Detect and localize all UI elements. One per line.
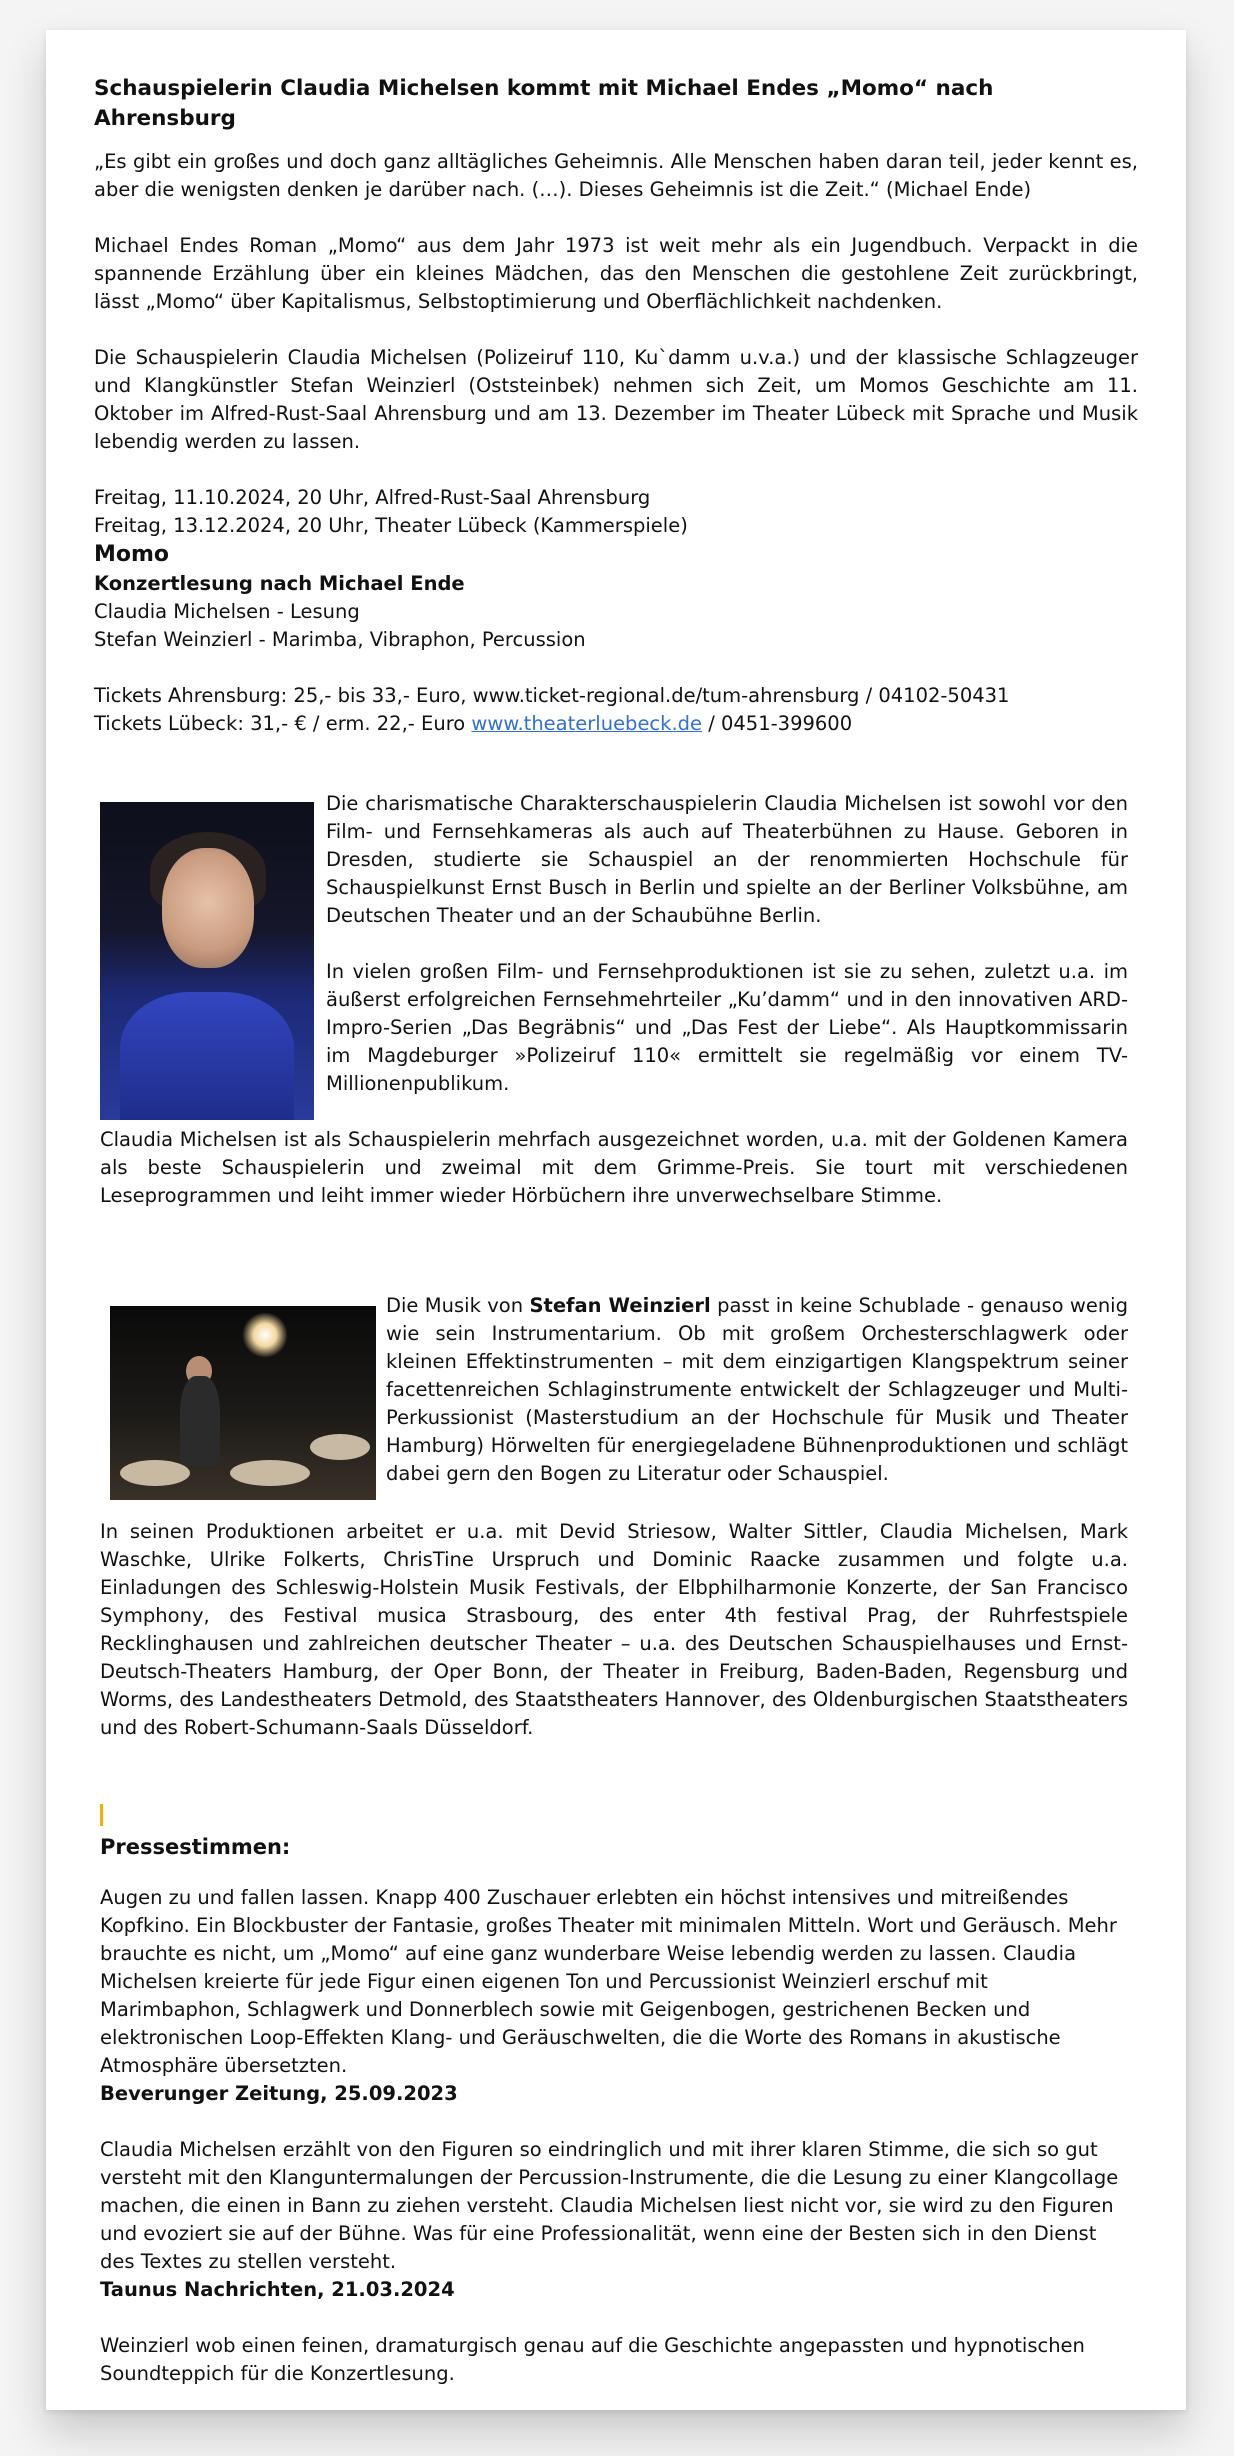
event-date-ahrensburg: Freitag, 11.10.2024, 20 Uhr, Alfred-Rust-Saal Ahrensburg (94, 486, 651, 509)
document-page (46, 30, 1186, 2410)
event-name: Momo (94, 542, 170, 567)
performer-michelsen: Claudia Michelsen - Lesung (94, 600, 360, 623)
weinzierl-photo (110, 1306, 376, 1500)
performer-weinzierl: Stefan Weinzierl - Marimba, Vibraphon, Percussion (94, 628, 586, 651)
michelsen-bio-1: Die charismatische Charakterschauspielerin Claudia Michelsen ist sowohl vor den Film- und Fernsehkameras als auch auf Theaterbühnen zu Hause. Geboren in Dresden, studierte sie Schauspiel an der renommierten Hochschule für Schauspielkunst Ernst Busch in Berlin und spielte an der Berliner Volksbühne, am Deutschen Theater und an der Schaubühne Berlin. (326, 792, 1128, 927)
tickets-ahrensburg: Tickets Ahrensburg: 25,- bis 33,- Euro, www.ticket-regional.de/tum-ahrensburg / 04102-50431 (94, 684, 1010, 707)
ende-quote: „Es gibt ein großes und doch ganz alltägliches Geheimnis. Alle Menschen haben daran teil, jeder kennt es, aber die wenigsten denken je darüber nach. (…). Dieses Geheimnis ist die Zeit.“ (Michael Ende) (94, 150, 1138, 201)
press-section (100, 1804, 1128, 2388)
weinzierl-bio-1-prefix: Die Musik von (386, 1294, 530, 1317)
michelsen-section (100, 790, 1128, 1210)
michelsen-photo (100, 802, 314, 1120)
press-quote-3: Weinzierl wob einen feinen, dramaturgisch genau auf die Geschichte angepassten und hypnotischen Soundteppich für die Konzertlesung. (100, 2334, 1085, 2385)
tickets-luebeck (94, 710, 1138, 738)
press-source-1: Beverunger Zeitung, 25.09.2023 (100, 2082, 458, 2105)
intro-paragraph: Michael Endes Roman „Momo“ aus dem Jahr 1973 ist weit mehr als ein Jugendbuch. Verpackt in die spannende Erzählung über ein kleines Mädchen, das den Menschen die gestohlene Zeit zurückbringt, lässt „Momo“ über Kapitalismus, Selbstoptimierung und Oberflächlichkeit nachdenken. (94, 234, 1138, 313)
article-title: Schauspielerin Claudia Michelsen kommt mit Michael Endes „Momo“ nach Ahrensburg (94, 76, 994, 131)
accent-bar (100, 1804, 103, 1826)
weinzierl-bio-2: In seinen Produktionen arbeitet er u.a. mit Devid Striesow, Walter Sittler, Claudia Michelsen, Mark Waschke, Ulrike Folkerts, ChrisTine Urspruch und Dominic Raacke zusammen und folgte u.a. Einladungen des Schleswig-Holstein Musik Festivals, der Elbphilharmonie Konzerte, der San Francisco Symphony, des Festival musica Strasbourg, des enter 4th festival Prag, der Ruhrfestspiele Recklinghausen und zahlreichen deutscher Theater – u.a. des Deutschen Schauspielhauses und Ernst-Deutsch-Theaters Hamburg, der Oper Bonn, der Theater in Freiburg, Baden-Baden, Regensburg und Worms, des Landestheaters Detmold, des Staatstheaters Hannover, des Oldenburgischen Staatstheaters und des Robert-Schumann-Saals Düsseldorf. (100, 1520, 1128, 1739)
weinzierl-section (100, 1292, 1128, 1742)
tickets-luebeck-suffix: / 0451-399600 (702, 712, 853, 735)
weinzierl-bio-1-rest: passt in keine Schublade - genauso wenig wie sein Instrumentarium. Ob mit großem Orchesterschlagwerk oder kleinen Effektinstrumenten – mit dem einzigartigen Klangspektrum seiner facettenreichen Schlaginstrumente entwickelt der Schlagzeuger und Multi-Perkussionist (Masterstudium an der Hochschule für Musik und Theater Hamburg) Hörwelten für energiegeladene Bühnenproduktionen und schlägt dabei gern den Bogen zu Literatur oder Schauspiel. (386, 1294, 1128, 1485)
event-date-luebeck: Freitag, 13.12.2024, 20 Uhr, Theater Lübeck (Kammerspiele) (94, 514, 688, 537)
press-source-2: Taunus Nachrichten, 21.03.2024 (100, 2278, 455, 2301)
intro-section (94, 74, 1138, 738)
michelsen-bio-2: In vielen großen Film- und Fernsehproduktionen ist sie zu sehen, zuletzt u.a. im äußerst erfolgreichen Fernsehmehrteiler „Ku’damm“ und in den innovativen ARD-Impro-Serien „Das Begräbnis“ und „Das Fest der Liebe“. Als Hauptkommissarin im Magdeburger »Polizeiruf 110« ermittelt sie regelmäßig vor einem TV-Millionenpublikum. (326, 960, 1128, 1095)
press-quote-1: Augen zu und fallen lassen. Knapp 400 Zuschauer erlebten ein höchst intensives und mitreißendes Kopfkino. Ein Blockbuster der Fantasie, großes Theater mit minimalen Mitteln. Wort und Geräusch. Mehr brauchte es nicht, um „Momo“ auf eine ganz wunderbare Weise lebendig werden zu lassen. Claudia Michelsen kreierte für jede Figur einen eigenen Ton und Percussionist Weinzierl erschuf mit Marimbaphon, Schlagwerk und Donnerblech sowie mit Geigenbogen, gestrichenen Becken und elektronischen Loop-Effekten Klang- und Geräuschwelten, die die Worte des Romans in akustische Atmosphäre übersetzten. (100, 1886, 1117, 2077)
event-paragraph: Die Schauspielerin Claudia Michelsen (Polizeiruf 110, Ku`damm u.v.a.) und der klassische Schlagzeuger und Klangkünstler Stefan Weinzierl (Oststeinbek) nehmen sich Zeit, um Momos Geschichte am 11. Oktober im Alfred-Rust-Saal Ahrensburg und am 13. Dezember im Theater Lübeck mit Sprache und Musik lebendig werden zu lassen. (94, 346, 1138, 453)
michelsen-bio-3: Claudia Michelsen ist als Schauspielerin mehrfach ausgezeichnet worden, u.a. mit der Goldenen Kamera als beste Schauspielerin und zweimal mit dem Grimme-Preis. Sie tourt mit verschiedenen Leseprogrammen und leiht immer wieder Hörbüchern ihre unverwechselbare Stimme. (100, 1128, 1128, 1207)
weinzierl-name: Stefan Weinzierl (529, 1294, 711, 1317)
press-quote-2: Claudia Michelsen erzählt von den Figuren so eindringlich und mit ihrer klaren Stimme, die sich so gut versteht mit den Klanguntermalungen der Percussion-Instrumente, die die Lesung zu einer Klangcollage machen, die einen in Bann zu ziehen versteht. Claudia Michelsen liest nicht vor, sie wird zu den Figuren und evoziert sie auf der Bühne. Was für eine Professionalität, wenn eine der Besten sich in den Dienst des Textes zu stellen versteht. (100, 2138, 1119, 2273)
tickets-luebeck-prefix: Tickets Lübeck: 31,- € / erm. 22,- Euro (94, 712, 472, 735)
theater-luebeck-link[interactable]: www.theaterluebeck.de (471, 712, 703, 735)
event-subtitle: Konzertlesung nach Michael Ende (94, 572, 465, 595)
press-heading: Pressestimmen: (100, 1835, 291, 1859)
